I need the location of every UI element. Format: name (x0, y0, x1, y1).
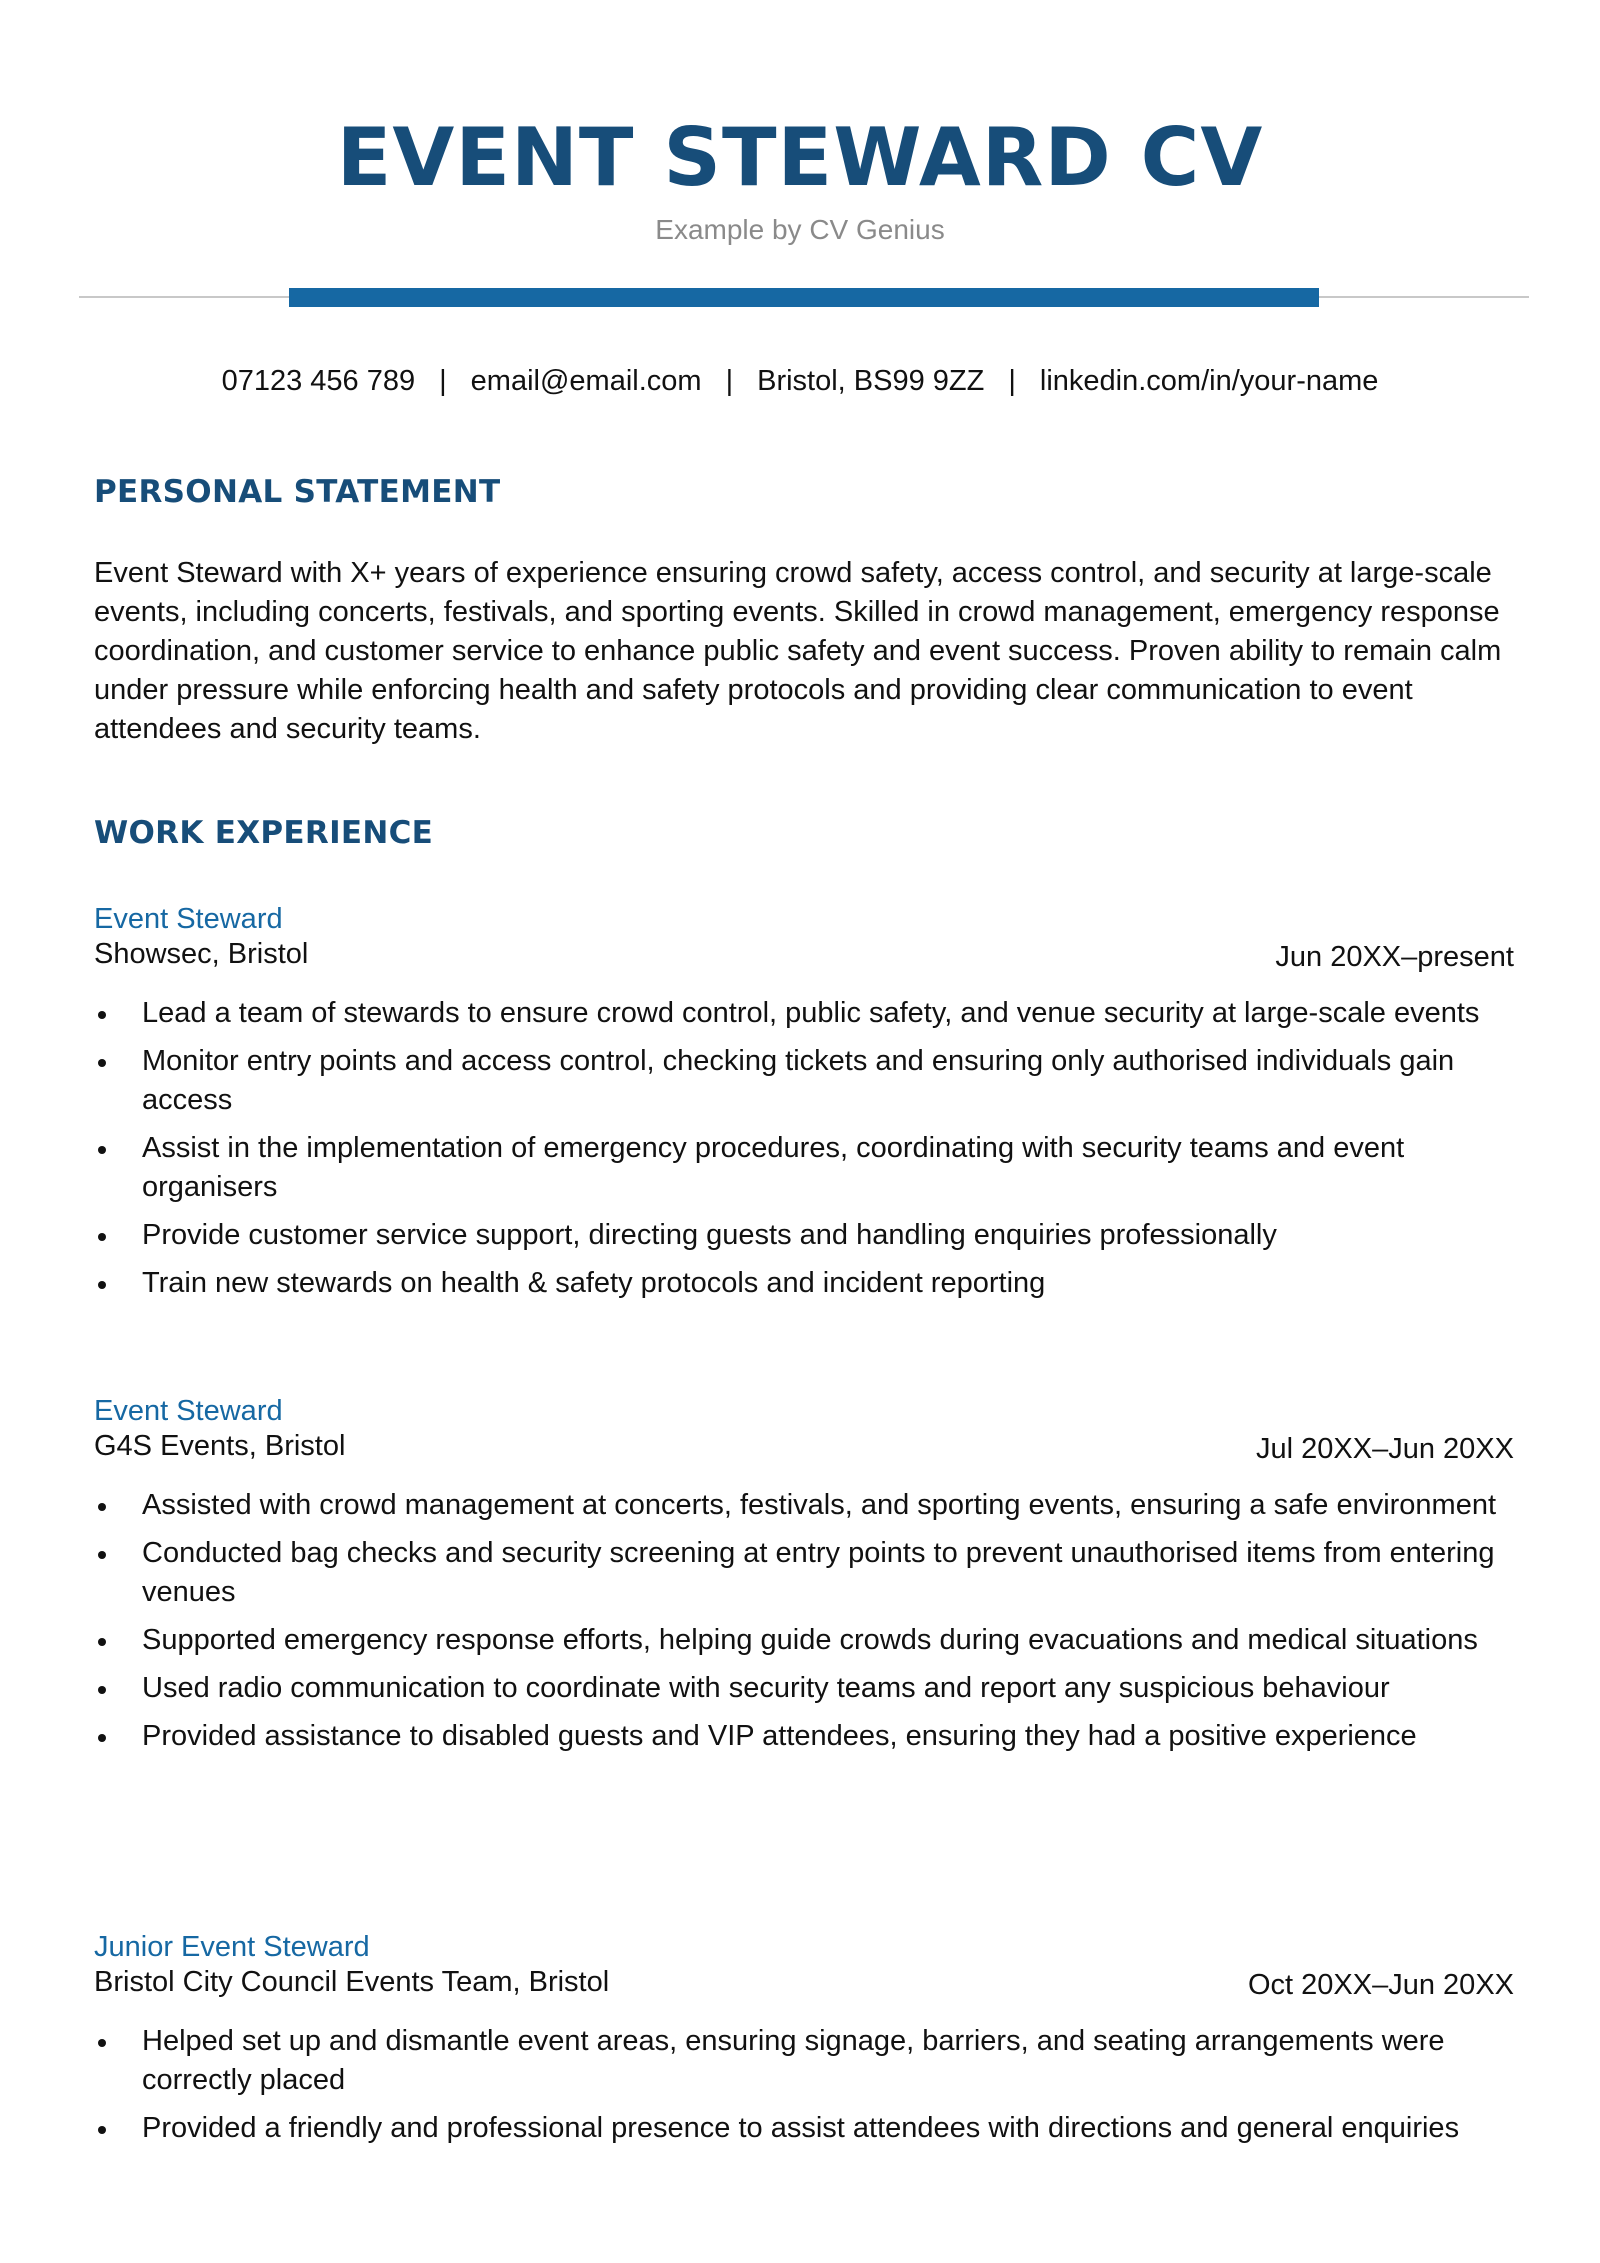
bullet-text: Supported emergency response efforts, helping guide crowds during evacuations and medical situations (142, 1624, 1478, 1656)
job-bullet-list (94, 994, 1514, 1303)
bullet-text: Assisted with crowd management at concerts, festivals, and sporting events, ensuring a safe environment (142, 1489, 1497, 1521)
job-title: Event Steward (94, 903, 283, 935)
bullet-text: Provide customer service support, directing guests and handling enquiries professionally (142, 1219, 1277, 1251)
job-company: Bristol City Council Events Team, Bristol (94, 1966, 610, 1998)
contact-location: Bristol, BS99 9ZZ (757, 365, 985, 397)
job-company: Showsec, Bristol (94, 938, 309, 970)
bullet-dot-icon (98, 1011, 106, 1019)
bullet-text: Lead a team of stewards to ensure crowd control, public safety, and venue security at large-scale events (142, 997, 1480, 1029)
contact-linkedin: linkedin.com/in/your-name (1039, 365, 1379, 397)
bullet-dot-icon (98, 1638, 106, 1646)
job-dates: Jun 20XX–present (1275, 941, 1514, 973)
job-bullet (94, 1621, 1532, 1660)
job-bullet-list (94, 1486, 1514, 1756)
bullet-dot-icon (98, 1281, 106, 1289)
job-bullet-list (94, 2022, 1514, 2148)
bullet-text: Train new stewards on health & safety protocols and incident reporting (142, 1267, 1046, 1299)
bullet-dot-icon (98, 1686, 106, 1694)
bullet-dot-icon (98, 1551, 106, 1559)
contact-separator: | (725, 365, 734, 397)
job-entry (94, 1930, 1514, 2157)
bullet-dot-icon (98, 1146, 106, 1154)
bullet-text: Provided assistance to disabled guests and VIP attendees, ensuring they had a positive experience (142, 1720, 1417, 1752)
bullet-dot-icon (98, 1734, 106, 1742)
job-entry (94, 902, 1514, 1312)
job-title: Event Steward (94, 1395, 283, 1427)
contact-phone: 07123 456 789 (221, 365, 416, 397)
job-bullet (94, 1717, 1532, 1756)
job-bullet (94, 1129, 1532, 1207)
bullet-dot-icon (98, 1503, 106, 1511)
job-dates: Oct 20XX–Jun 20XX (1248, 1969, 1514, 2001)
job-bullet (94, 2109, 1532, 2148)
bullet-dot-icon (98, 1233, 106, 1241)
contact-separator: | (1008, 365, 1016, 397)
job-bullet (94, 994, 1532, 1033)
contact-email: email@email.com (470, 365, 702, 397)
job-entry (94, 1394, 1514, 1765)
bullet-text: Provided a friendly and professional presence to assist attendees with directions and general enquiries (142, 2112, 1460, 2144)
bullet-dot-icon (98, 2126, 106, 2134)
contact-line (0, 362, 1600, 400)
job-bullet (94, 1669, 1532, 1708)
job-bullet (94, 1534, 1532, 1612)
bullet-dot-icon (98, 2039, 106, 2047)
bullet-text: Assist in the implementation of emergency procedures, coordinating with security teams and event organisers (142, 1132, 1405, 1203)
cv-title: EVENT STEWARD CV (336, 111, 1264, 204)
work-experience-heading: WORK EXPERIENCE (94, 815, 434, 851)
bullet-text: Helped set up and dismantle event areas, ensuring signage, barriers, and seating arrangements were correctly placed (142, 2025, 1445, 2096)
bullet-dot-icon (98, 1059, 106, 1067)
header-accent-bar (289, 288, 1319, 307)
personal-statement-heading: PERSONAL STATEMENT (94, 474, 501, 510)
personal-statement-text: Event Steward with X+ years of experience ensuring crowd safety, access control, and security at large-scale events, including concerts, festivals, and sporting events. Skilled in crowd management, emergency response coordination, and customer service to enhance public safety and event success. Proven ability to remain calm under pressure while enforcing health and safety protocols and providing clear communication to event attendees and security teams. (94, 557, 1502, 745)
job-dates: Jul 20XX–Jun 20XX (1256, 1433, 1514, 1465)
job-title: Junior Event Steward (94, 1931, 370, 1963)
bullet-text: Used radio communication to coordinate with security teams and report any suspicious behaviour (142, 1672, 1390, 1704)
bullet-text: Monitor entry points and access control, checking tickets and ensuring only authorised individuals gain access (142, 1045, 1455, 1116)
job-bullet (94, 2022, 1532, 2100)
bullet-text: Conducted bag checks and security screening at entry points to prevent unauthorised items from entering venues (142, 1537, 1495, 1608)
contact-separator: | (439, 365, 447, 397)
job-bullet (94, 1216, 1532, 1255)
job-bullet (94, 1042, 1532, 1120)
job-company: G4S Events, Bristol (94, 1430, 346, 1462)
cv-subtitle: Example by CV Genius (655, 214, 945, 245)
job-bullet (94, 1486, 1532, 1525)
job-bullet (94, 1264, 1532, 1303)
